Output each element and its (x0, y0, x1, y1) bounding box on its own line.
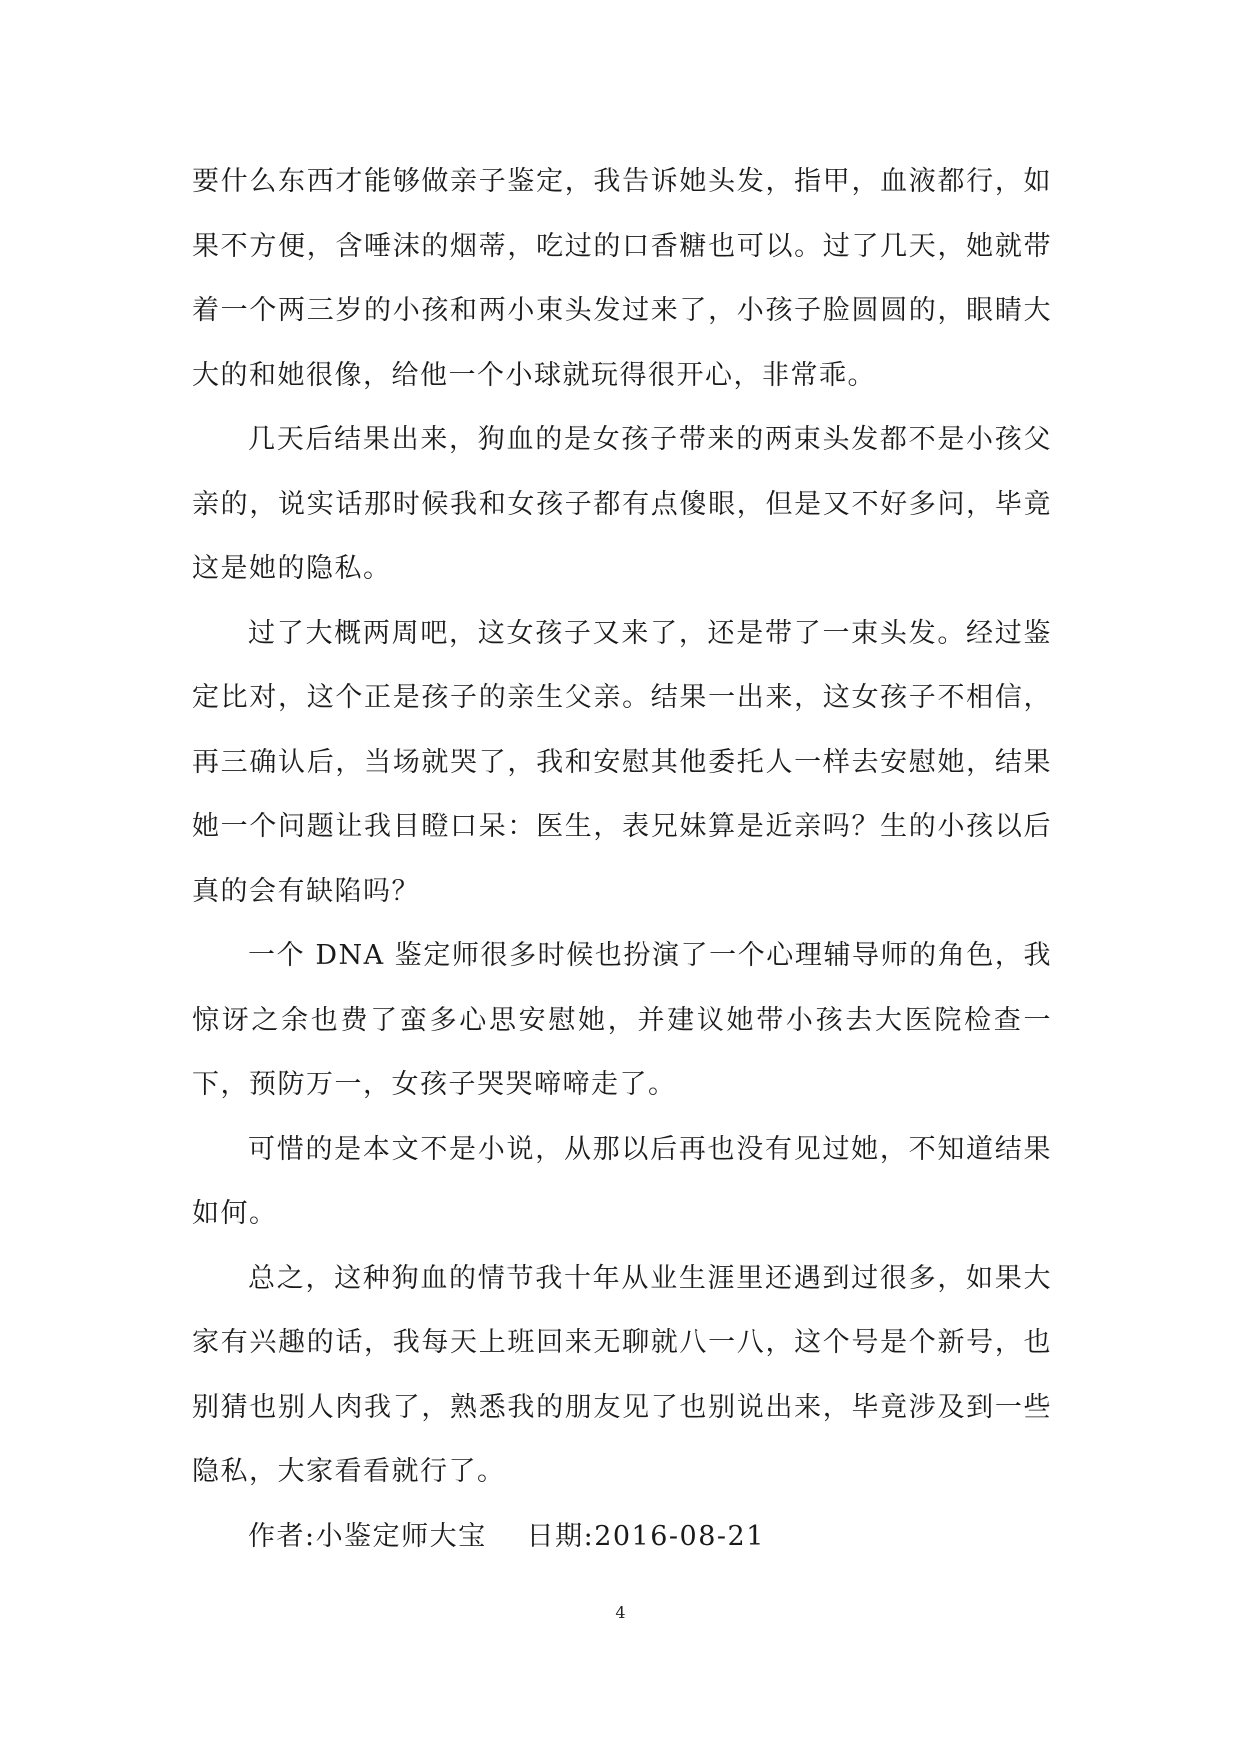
paragraph-5: 可惜的是本文不是小说，从那以后再也没有见过她，不知道结果如何。 (192, 1133, 1052, 1229)
paragraph-2: 几天后结果出来，狗血的是女孩子带来的两束头发都不是小孩父亲的，说实话那时候我和女孩子都有点傻眼，但是又不好多问，毕竟这是她的隐私。 (192, 424, 1052, 584)
page-number: 4 (615, 1603, 626, 1622)
byline-date: 日期:2016-08-21 (526, 1520, 765, 1552)
paragraph-6: 总之，这种狗血的情节我十年从业生涯里还遇到过很多，如果大家有兴趣的话，我每天上班回来无聊就八一八，这个号是个新号，也别猜也别人肉我了，熟悉我的朋友见了也别说出来，毕竟涉及到一些隐私，大家看看就行了。 (192, 1262, 1052, 1487)
paragraph-3: 过了大概两周吧，这女孩子又来了，还是带了一束头发。经过鉴定比对，这个正是孩子的亲生父亲。结果一出来，这女孩子不相信，再三确认后，当场就哭了，我和安慰其他委托人一样去安慰她，结果她一个问题让我目瞪口呆：医生，表兄妹算是近亲吗？生的小孩以后真的会有缺陷吗？ (192, 617, 1052, 907)
byline (192, 1505, 1052, 1570)
byline-author: 作者:小鉴定师大宝 (248, 1520, 487, 1552)
paragraph-4: 一个 DNA 鉴定师很多时候也扮演了一个心理辅导师的角色，我惊讶之余也费了蛮多心思安慰她，并建议她带小孩去大医院检查一下，预防万一，女孩子哭哭啼啼走了。 (192, 940, 1052, 1100)
paragraph-1: 要什么东西才能够做亲子鉴定，我告诉她头发，指甲，血液都行，如果不方便，含唾沫的烟蒂，吃过的口香糖也可以。过了几天，她就带着一个两三岁的小孩和两小束头发过来了，小孩子脸圆圆的，眼睛大大的和她很像，给他一个小球就玩得很开心，非常乖。 (192, 166, 1052, 391)
body-text (192, 150, 1052, 1569)
